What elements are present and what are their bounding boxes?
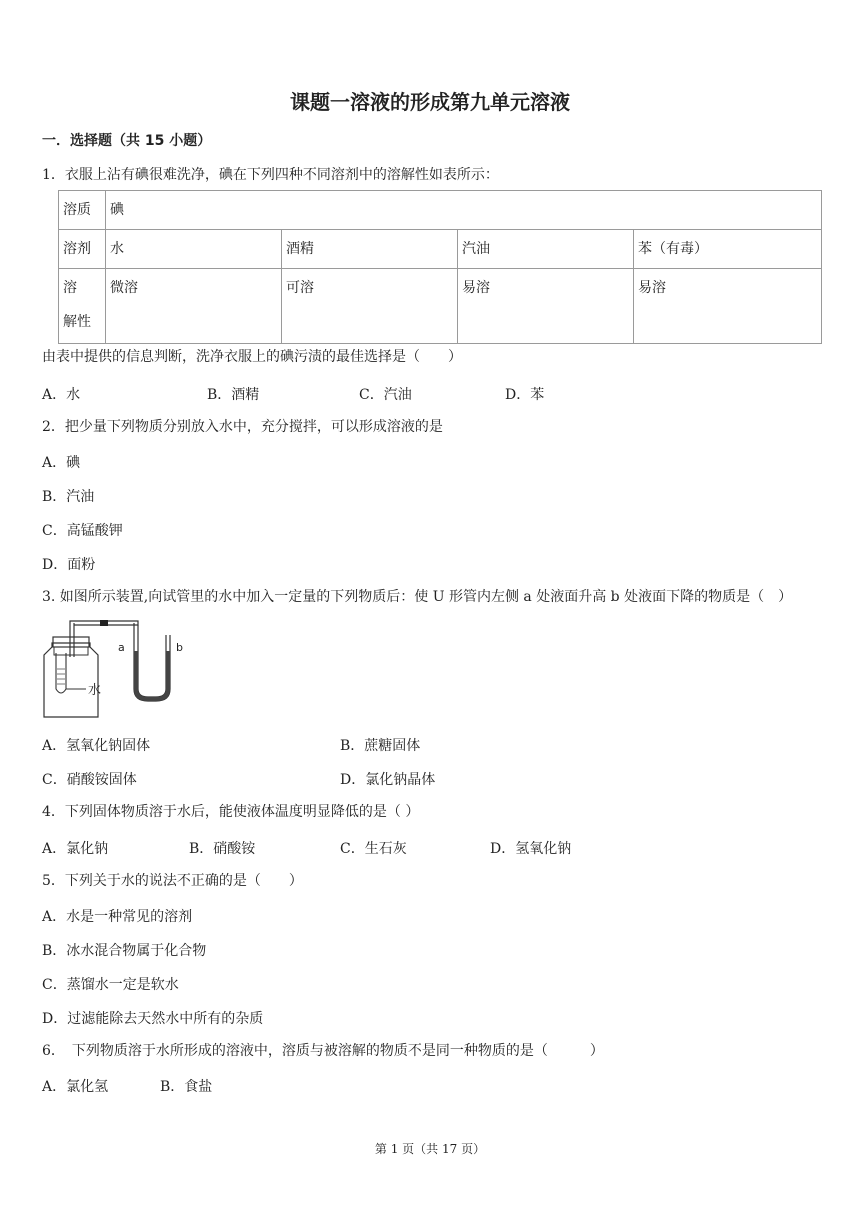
table-cell: 水 xyxy=(106,230,282,269)
table-cell: 溶质 xyxy=(59,191,106,230)
table-row xyxy=(59,230,822,269)
table-cell: 微溶 xyxy=(106,269,282,344)
q3-option-c: C．硝酸铵固体 xyxy=(42,772,137,788)
solubility-table xyxy=(58,190,822,344)
question-5-stem: 5．下列关于水的说法不正确的是（ ） xyxy=(42,873,303,889)
question-4-stem: 4．下列固体物质溶于水后，能使液体温度明显降低的是（ ） xyxy=(42,804,420,820)
table-row xyxy=(59,191,822,230)
q5-option-d: D．过滤能除去天然水中所有的杂质 xyxy=(42,1011,264,1027)
q6-option-a: A．氯化氢 xyxy=(42,1079,109,1095)
table-cell: 易溶 xyxy=(458,269,634,344)
question-6-stem: 6． 下列物质溶于水所形成的溶液中，溶质与被溶解的物质不是同一种物质的是（ ） xyxy=(42,1043,604,1059)
q1-option-d: D．苯 xyxy=(505,387,545,403)
q2-option-d: D．面粉 xyxy=(42,557,96,573)
q2-option-c: C．高锰酸钾 xyxy=(42,523,123,539)
figure-label-b: b xyxy=(176,641,183,654)
q1-option-c: C．汽油 xyxy=(359,387,412,403)
figure-label-a: a xyxy=(118,641,125,654)
table-cell: 碘 xyxy=(106,191,822,230)
table-cell: 溶 解性 xyxy=(59,269,106,344)
q3-option-b: B．蔗糖固体 xyxy=(340,738,421,754)
section-heading: 一．选择题（共 15 小题） xyxy=(42,133,212,149)
q1-option-a: A．水 xyxy=(42,387,81,403)
q5-option-a: A．水是一种常见的溶剂 xyxy=(42,909,193,925)
q1-option-b: B．酒精 xyxy=(207,387,260,403)
q5-option-b: B．冰水混合物属于化合物 xyxy=(42,943,207,959)
q2-option-b: B．汽油 xyxy=(42,489,95,505)
question-1-stem: 1．衣服上沾有碘很难洗净，碘在下列四种不同溶剂中的溶解性如表所示： xyxy=(42,167,499,183)
table-cell: 汽油 xyxy=(458,230,634,269)
table-row xyxy=(59,269,822,344)
figure-label-water: 水 xyxy=(88,683,102,698)
q5-option-c: C．蒸馏水一定是软水 xyxy=(42,977,179,993)
q2-option-a: A．碘 xyxy=(42,455,81,471)
page-footer: 第 1 页（共 17 页） xyxy=(374,1142,486,1156)
table-cell: 可溶 xyxy=(282,269,458,344)
question-2-stem: 2．把少量下列物质分别放入水中，充分搅拌，可以形成溶液的是 xyxy=(42,419,443,435)
table-cell: 苯（有毒） xyxy=(634,230,822,269)
table-cell: 酒精 xyxy=(282,230,458,269)
q3-option-d: D．氯化钠晶体 xyxy=(340,772,436,788)
table-cell: 溶剂 xyxy=(59,230,106,269)
table-cell: 易溶 xyxy=(634,269,822,344)
q3-option-a: A．氢氧化钠固体 xyxy=(42,738,151,754)
q4-option-d: D．氢氧化钠 xyxy=(490,841,572,857)
q6-option-b: B．食盐 xyxy=(160,1079,213,1095)
q4-option-c: C．生石灰 xyxy=(340,841,407,857)
question-3-stem: 3. 如图所示装置,向试管里的水中加入一定量的下列物质后：使 U 形管内左侧 a 处液面升高 b 处液面下降的物质是（ ） xyxy=(42,589,793,605)
question-1-followup: 由表中提供的信息判断，洗净衣服上的碘污渍的最佳选择是（ ） xyxy=(42,349,462,365)
q4-option-b: B．硝酸铵 xyxy=(189,841,256,857)
q4-option-a: A．氯化钠 xyxy=(42,841,109,857)
u-tube-apparatus-figure xyxy=(40,617,200,719)
page-title: 课题一溶液的形成第九单元溶液 xyxy=(290,90,570,114)
